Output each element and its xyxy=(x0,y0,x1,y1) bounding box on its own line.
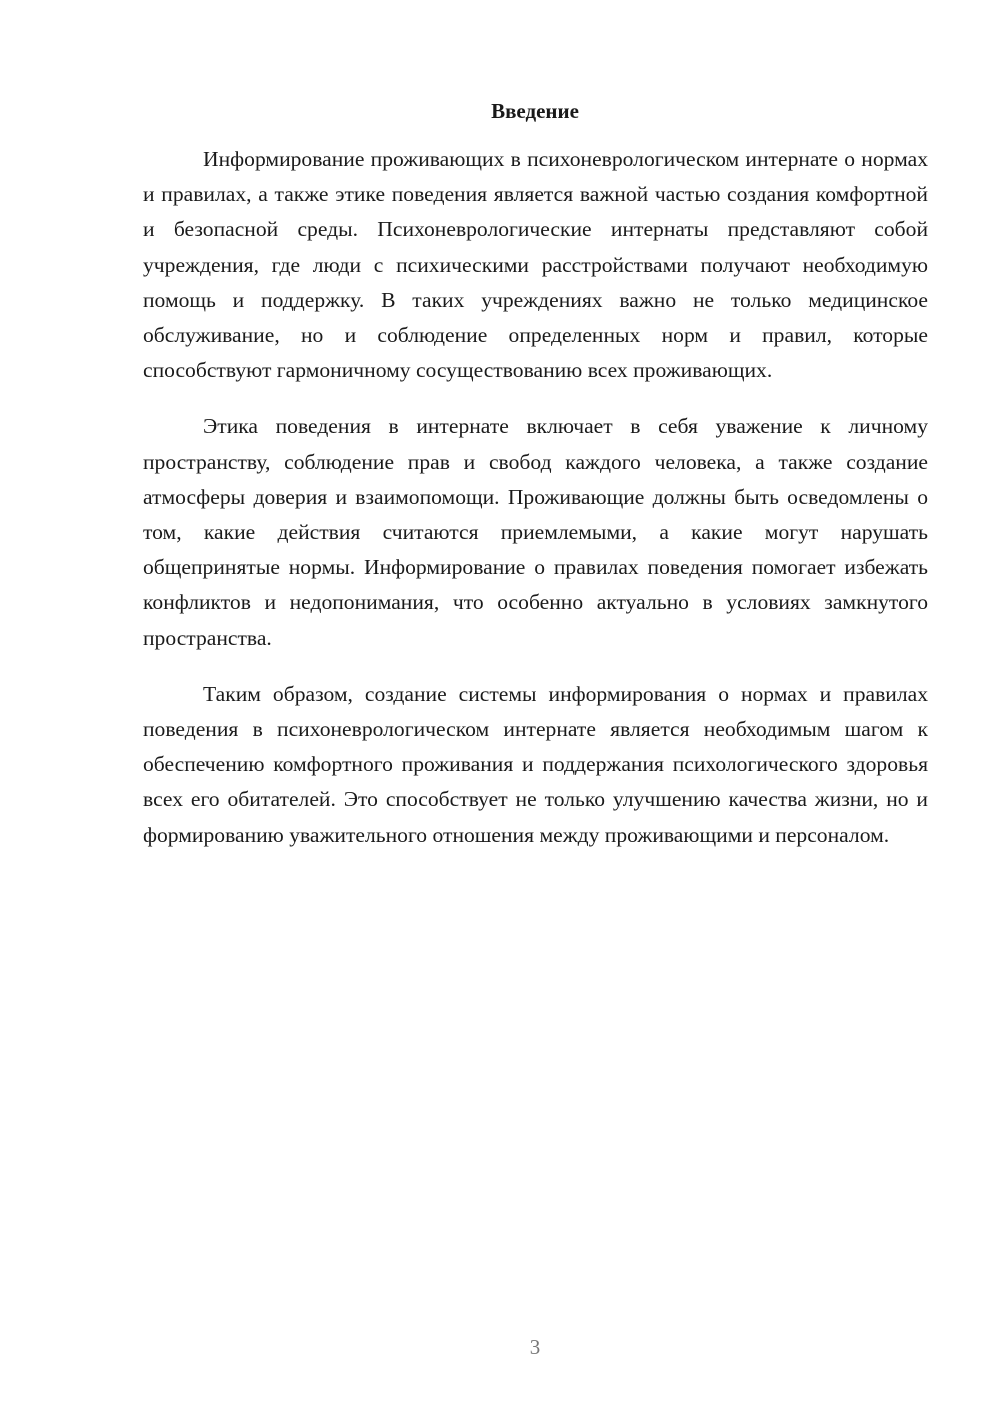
paragraph-2: Этика поведения в интернате включает в себя уважение к личному пространству, соблюдение прав и свобод каждого человека, а также создание атмосферы доверия и взаимопомощи. Проживающие должны быть осведомлены о том, какие действия считаются приемлемыми, а какие могут нарушать общепринятые нормы. Информирование о правилах поведения помогает избежать конфликтов и недопонимания, что особенно актуально в условиях замкнутого пространства. xyxy=(143,414,928,650)
section-heading: Введение xyxy=(491,99,579,123)
page-number: 3 xyxy=(529,1335,541,1359)
paragraph-3: Таким образом, создание системы информирования о нормах и правилах поведения в психоневрологическом интернате является необходимым шагом к обеспечению комфортного проживания и поддержания психологического здоровья всех его обитателей. Это способствует не только улучшению качества жизни, но и формированию уважительного отношения между проживающими и персоналом. xyxy=(143,681,928,847)
paragraph-1: Информирование проживающих в психоневрологическом интернате о нормах и правилах, а также этике поведения является важной частью создания комфортной и безопасной среды. Психоневрологические интернаты представляют собой учреждения, где люди с психическими расстройствами получают необходимую помощь и поддержку. В таких учреждениях важно не только медицинское обслуживание, но и соблюдение определенных норм и правил, которые способствуют гармоничному сосуществованию всех проживающих. xyxy=(143,147,928,383)
body-text xyxy=(143,142,928,874)
